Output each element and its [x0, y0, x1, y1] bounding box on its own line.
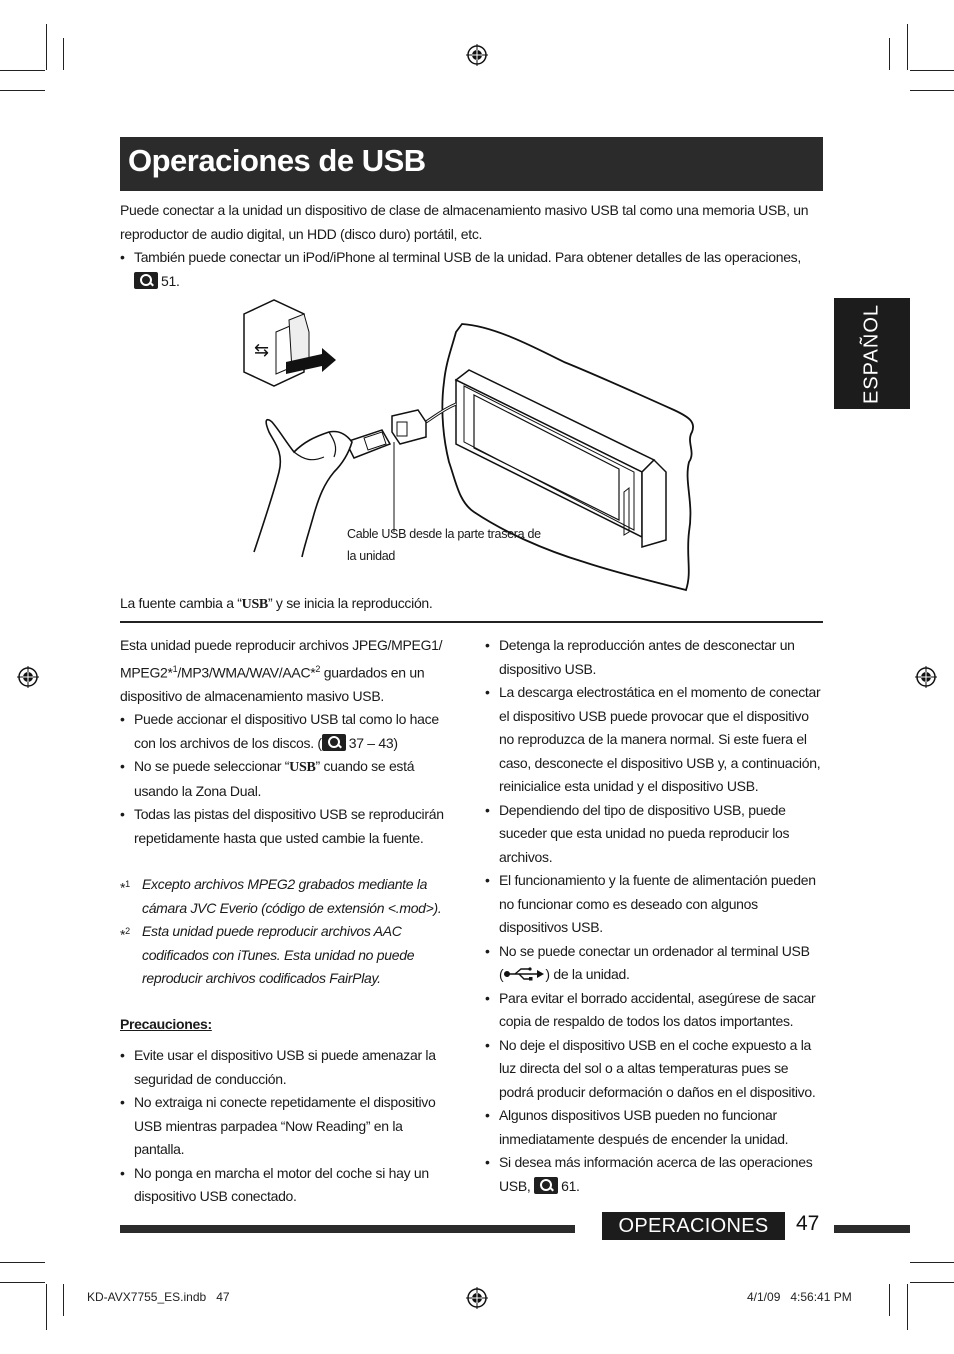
crop-mark [910, 1282, 954, 1283]
registration-mark-icon [17, 666, 39, 688]
crop-mark [0, 90, 45, 91]
source-change-text: La fuente cambia a “USB” y se inicia la reproducción. [120, 595, 433, 612]
section-label: OPERACIONES [618, 1215, 769, 1237]
svg-text:⇆: ⇆ [254, 340, 270, 361]
language-tab [834, 298, 910, 409]
crop-mark [63, 1284, 64, 1316]
crop-mark [907, 24, 908, 70]
registration-mark-icon [915, 666, 937, 688]
reference-magnifier-icon [322, 734, 346, 751]
list-item: • Todas las pistas del dispositivo USB se reproducirán repetidamente hasta que usted cambie la fuente. [120, 803, 450, 850]
crop-mark [910, 70, 954, 71]
reference-magnifier-icon [534, 1177, 558, 1194]
intro-section [120, 199, 820, 293]
list-item: • Para evitar el borrado accidental, asegúrese de sacar copia de respaldo de todos los datos importantes. [485, 987, 825, 1034]
list-item: • Dependiendo del tipo de dispositivo USB, puede suceder que esta unidad no pueda reproducir los archivos. [485, 799, 825, 870]
list-item: • Evite usar el dispositivo USB si puede amenazar la seguridad de conducción. [120, 1044, 450, 1091]
list-item: • No deje el dispositivo USB en el coche expuesto a la luz directa del sol o a altas temperaturas pues se podrá producir deformación o daños en el dispositivo. [485, 1034, 825, 1105]
footnote-2: *$^2$ Esta unidad puede reproducir archivos AAC codificados con iTunes. Esta unidad no puede reproducir archivos codificados FairPlay. [120, 923, 415, 987]
crop-mark [0, 1262, 45, 1263]
precautions-heading: Precauciones: [120, 1015, 212, 1032]
print-file-name: KD-AVX7755_ES.indb 47 [87, 1290, 230, 1304]
registration-mark-icon [466, 44, 488, 66]
crop-mark [0, 70, 45, 71]
footer-rule-right [834, 1225, 910, 1233]
crop-mark [907, 1284, 908, 1330]
crop-mark [889, 38, 890, 70]
crop-mark [889, 1284, 890, 1316]
list-item: • Si desea más información acerca de las operaciones USB, 61. [485, 1151, 825, 1198]
list-item: • No se puede conectar un ordenador al terminal USB ( ) de la unidad. [485, 940, 825, 987]
list-item: • Puede accionar el dispositivo USB tal como lo hace con los archivos de los discos. ( 37 – 43) [120, 708, 450, 755]
list-item: • No se puede seleccionar “USB” cuando se está usando la Zona Dual. [120, 755, 450, 803]
list-item: • Algunos dispositivos USB pueden no funcionar inmediatamente después de encender la unidad. [485, 1104, 825, 1151]
language-tab-label: ESPAÑOL [860, 303, 883, 404]
list-item: • No extraiga ni conecte repetidamente el dispositivo USB mientras parpadea “Now Reading” en la pantalla. [120, 1091, 450, 1162]
right-column [485, 634, 825, 1198]
figure-caption: Cable USB desde la parte trasera de la unidad [347, 527, 541, 563]
page-title: Operaciones de USB [128, 143, 426, 178]
section-divider [120, 621, 823, 623]
registration-mark-icon [466, 1287, 488, 1309]
crop-mark [46, 24, 47, 70]
page-number: 47 [796, 1212, 820, 1235]
crop-mark [63, 38, 64, 70]
reference-magnifier-icon [134, 272, 158, 289]
page-title-bar [120, 137, 823, 191]
footer-rule-left [120, 1225, 575, 1233]
crop-mark [910, 1262, 954, 1263]
list-item: • Detenga la reproducción antes de desconectar un dispositivo USB. [485, 634, 825, 681]
usb-symbol-icon [503, 967, 545, 981]
crop-mark [46, 1284, 47, 1330]
crop-mark [0, 1282, 45, 1283]
section-label-box [602, 1212, 785, 1240]
list-item: • No ponga en marcha el motor del coche si hay un dispositivo USB conectado. [120, 1162, 450, 1209]
footnote-1: *$^1$ Excepto archivos MPEG2 grabados mediante la cámara JVC Everio (código de extensión <.mod>). [120, 876, 442, 916]
list-item: • El funcionamiento y la fuente de alimentación pueden no funcionar como es deseado con algunos dispositivos USB. [485, 869, 825, 940]
intro-paragraph: Puede conectar a la unidad un dispositivo de clase de almacenamiento masivo USB tal como una memoria USB, un reproductor de audio digital, un HDD (disco duro) portátil, etc. [120, 202, 809, 242]
supported-files-paragraph: Esta unidad puede reproducir archivos JPEG/MPEG1/ MPEG2*$^1$/MP3/WMA/WAV/AAC*$^2$ guardados en un dispositivo de almacenamiento masivo USB. [120, 637, 443, 704]
left-column [120, 634, 450, 1209]
intro-bullet: • También puede conectar un iPod/iPhone al terminal USB de la unidad. Para obtener detalles de las operaciones, 51. [120, 246, 820, 293]
print-timestamp: 4/1/09 4:56:41 PM [747, 1290, 852, 1304]
crop-mark [910, 90, 954, 91]
list-item: • La descarga electrostática en el momento de conectar el dispositivo USB puede provocar que el dispositivo no reproduzca de la manera normal. Si este fuera el caso, desconecte el dispositivo USB y, a continuación, reinicialice esta unidad y el dispositivo USB. [485, 681, 825, 799]
